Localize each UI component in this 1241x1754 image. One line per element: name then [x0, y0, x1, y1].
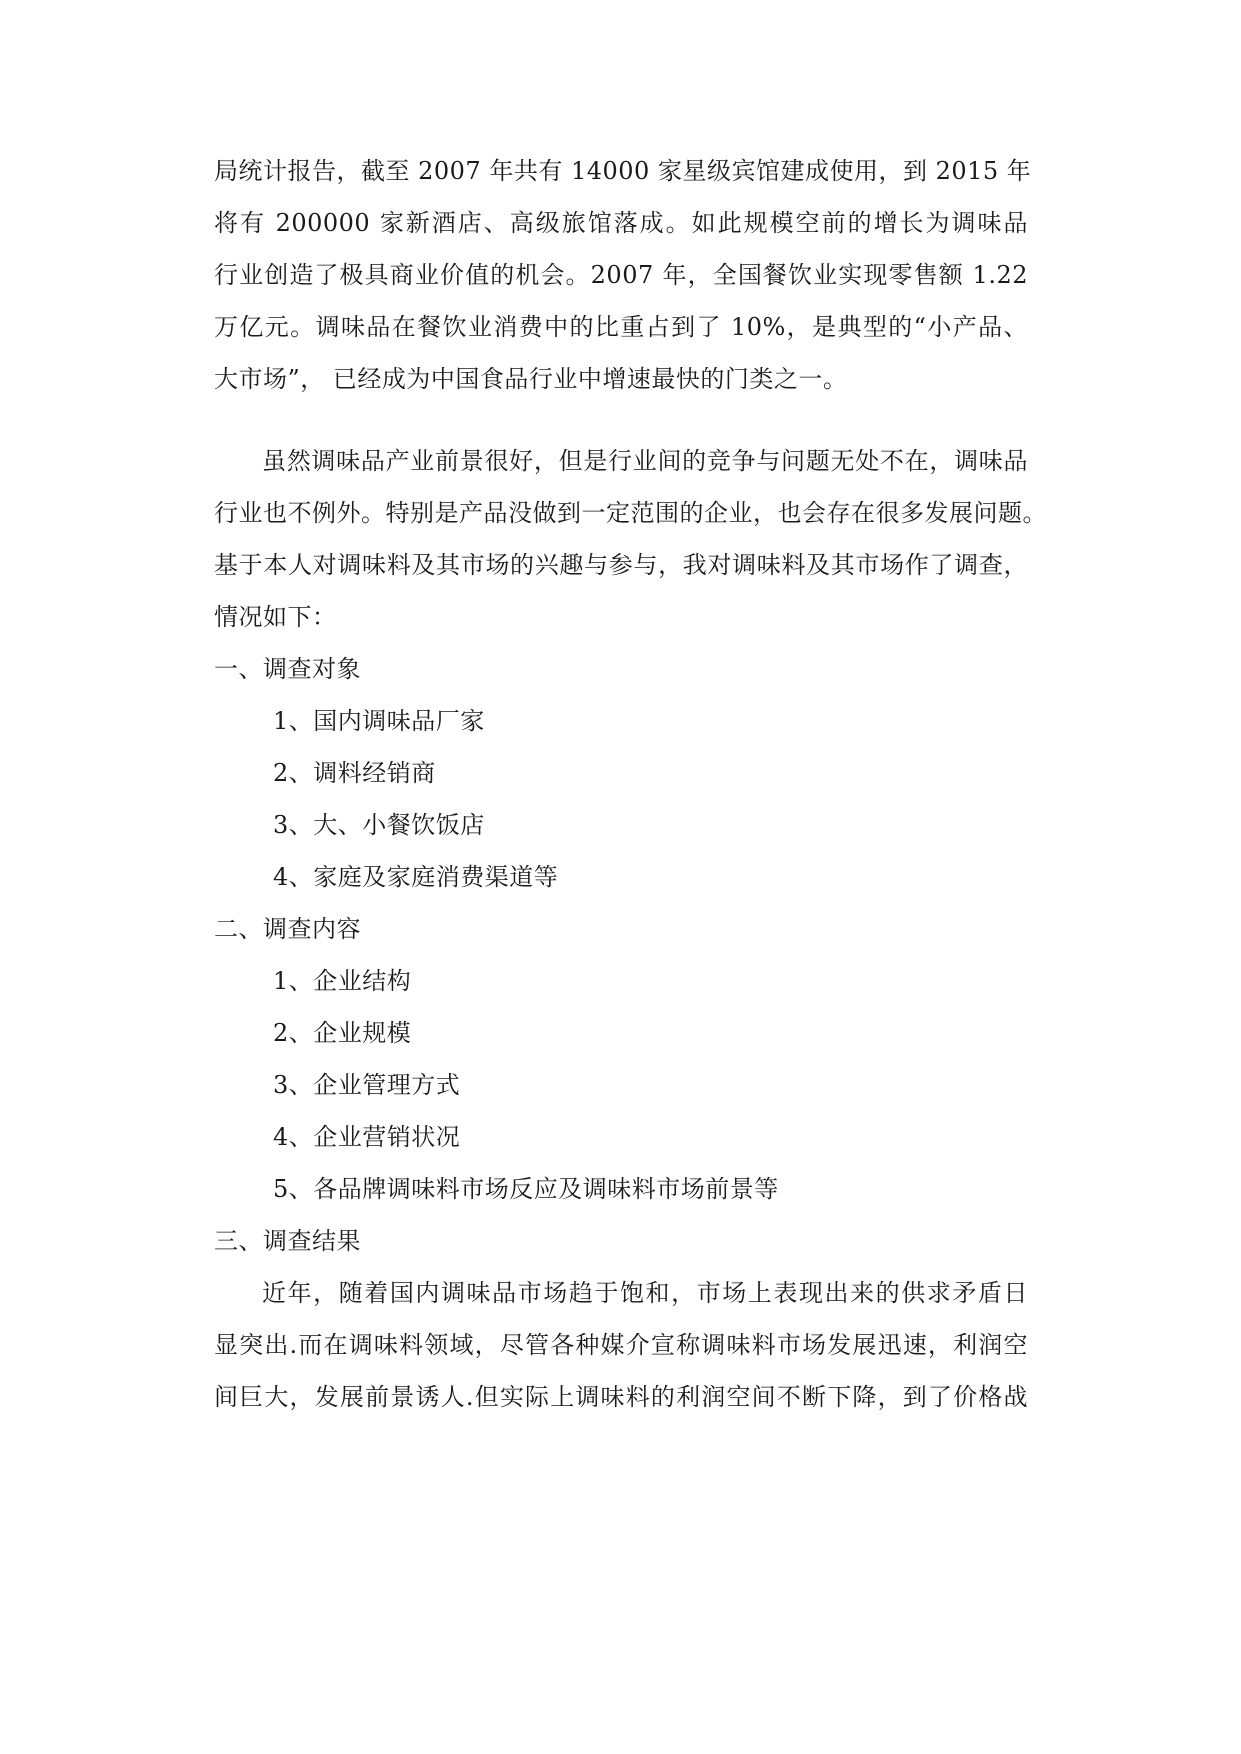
paragraph-line: 大市场”， 已经成为中国食品行业中增速最快的门类之一。	[214, 365, 848, 393]
section-heading: 二、调查内容	[214, 915, 361, 943]
paragraph-line: 显突出.而在调味料领域，尽管各种媒介宣称调味料市场发展迅速，利润空	[214, 1331, 1028, 1359]
paragraph-line: 行业创造了极具商业价值的机会。2007 年，全国餐饮业实现零售额 1.22	[214, 261, 1028, 289]
paragraph-line: 近年，随着国内调味品市场趋于饱和，市场上表现出来的供求矛盾日	[262, 1279, 1028, 1307]
list-item: 2、企业规模	[273, 1019, 412, 1047]
paragraph-line: 间巨大，发展前景诱人.但实际上调味料的利润空间不断下降，到了价格战	[214, 1383, 1028, 1411]
list-item: 2、调料经销商	[273, 759, 436, 787]
paragraph-line: 将有 200000 家新酒店、高级旅馆落成。如此规模空前的增长为调味品	[214, 209, 1028, 237]
paragraph-line: 情况如下：	[214, 603, 337, 631]
list-item: 3、企业管理方式	[273, 1071, 461, 1099]
paragraph-line: 基于本人对调味料及其市场的兴趣与参与，我对调味料及其市场作了调查，	[214, 551, 1028, 579]
list-item: 3、大、小餐饮饭店	[273, 811, 485, 839]
section-heading: 三、调查结果	[214, 1227, 361, 1255]
list-item: 1、国内调味品厂家	[273, 707, 485, 735]
section-heading: 一、调查对象	[214, 655, 361, 683]
list-item: 5、各品牌调味料市场反应及调味料市场前景等	[273, 1175, 779, 1203]
paragraph-line: 行业也不例外。特别是产品没做到一定范围的企业，也会存在很多发展问题。	[214, 499, 1047, 527]
list-item: 4、家庭及家庭消费渠道等	[273, 863, 559, 891]
list-item: 1、企业结构	[273, 967, 412, 995]
paragraph-line: 局统计报告，截至 2007 年共有 14000 家星级宾馆建成使用，到 2015 年	[214, 157, 1032, 185]
list-item: 4、企业营销状况	[273, 1123, 461, 1151]
paragraph-line: 虽然调味品产业前景很好，但是行业间的竞争与问题无处不在，调味品	[262, 447, 1028, 475]
paragraph-line: 万亿元。调味品在餐饮业消费中的比重占到了 10%，是典型的“小产品、	[214, 313, 1028, 341]
